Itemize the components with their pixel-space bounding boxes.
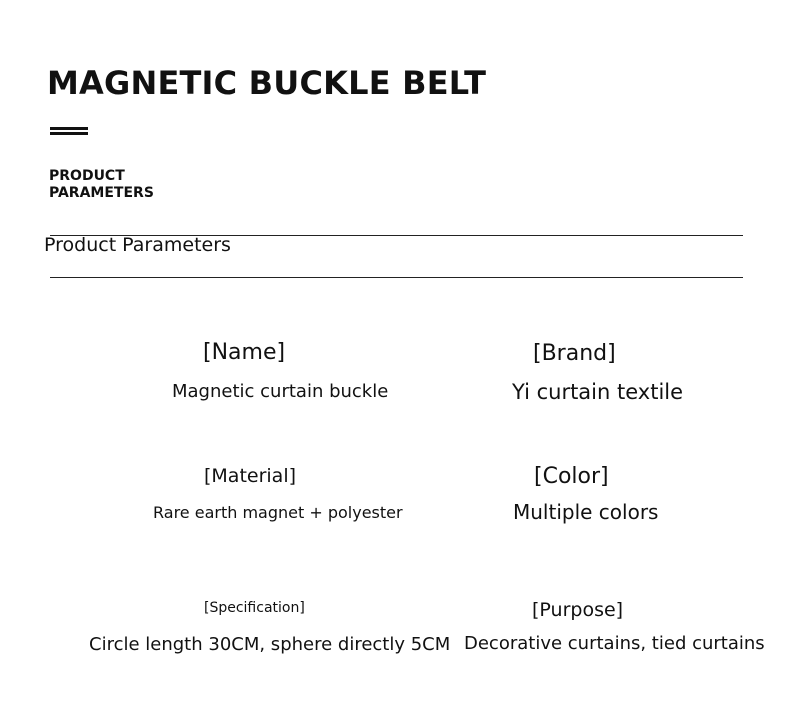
- page-title: MAGNETIC BUCKLE BELT: [47, 64, 487, 102]
- param-name-value: Magnetic curtain buckle: [172, 381, 389, 402]
- section-title: Product Parameters: [44, 234, 231, 256]
- bottom-rule: [50, 277, 743, 278]
- param-color-label: [Color]: [534, 464, 609, 489]
- section-subtitle: [49, 168, 154, 202]
- param-specification-value: Circle length 30CM, sphere directly 5CM: [89, 634, 451, 655]
- bar-line: [50, 132, 88, 135]
- double-bar-divider: [50, 127, 88, 135]
- subtitle-line-1: PRODUCT: [49, 168, 125, 184]
- param-purpose-value: Decorative curtains, tied curtains: [464, 633, 765, 654]
- param-name-label: [Name]: [203, 340, 286, 365]
- param-purpose-label: [Purpose]: [532, 599, 624, 621]
- param-brand-label: [Brand]: [533, 341, 616, 366]
- param-material-label: [Material]: [204, 465, 297, 487]
- subtitle-line-2: PARAMETERS: [49, 185, 154, 201]
- param-color-value: Multiple colors: [513, 500, 659, 524]
- bar-line: [50, 127, 88, 130]
- param-specification-label: [Specification]: [204, 600, 305, 616]
- param-brand-value: Yi curtain textile: [512, 380, 684, 404]
- param-material-value: Rare earth magnet + polyester: [153, 503, 403, 522]
